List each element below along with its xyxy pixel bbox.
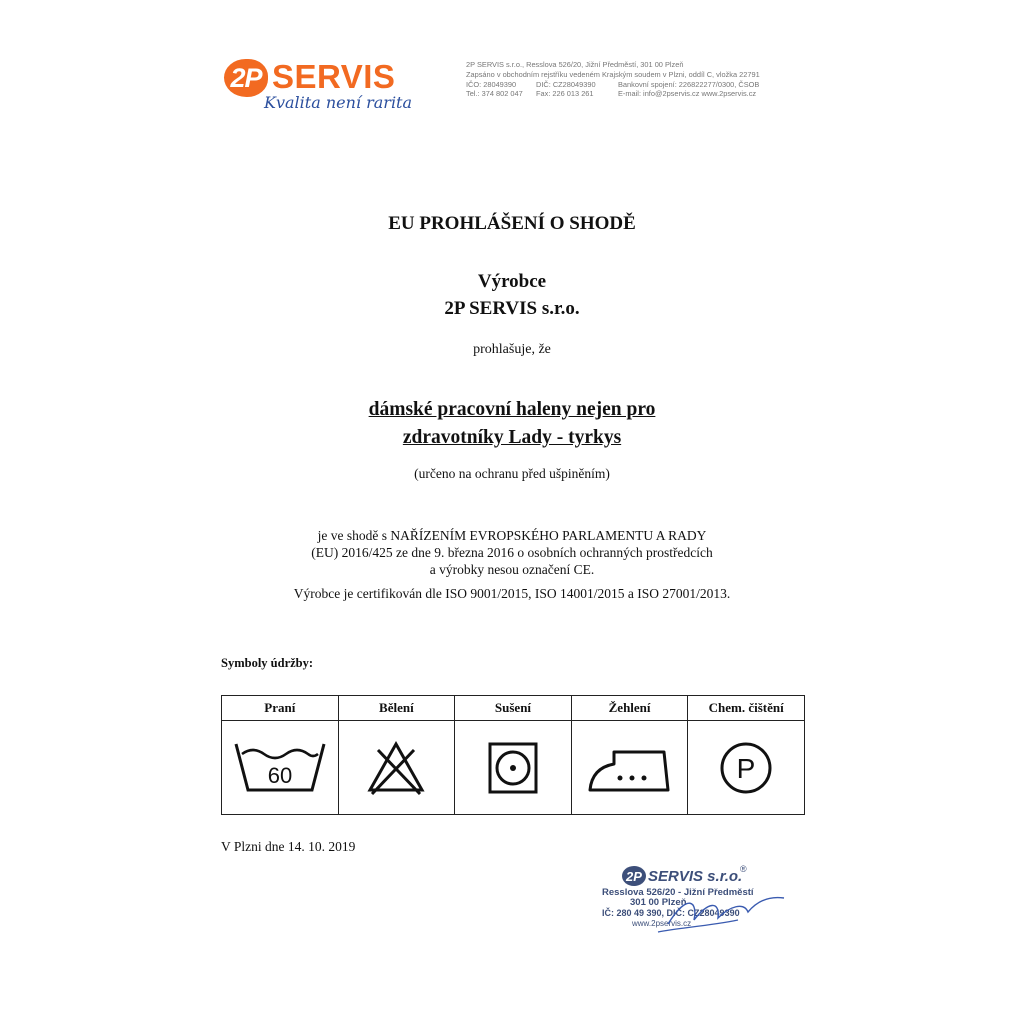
stamp-registered-mark: ® [740,864,747,874]
maker-name: 2P SERVIS s.r.o. [444,298,580,319]
iron-three-dots-icon [584,738,676,798]
maker-label: Výrobce [477,271,547,292]
header-washing: Praní [222,696,339,721]
company-stamp-signature [598,862,788,942]
product-name-line-2: zdravotníky Lady - tyrkys [402,427,622,448]
header-line-2: Zapsáno v obchodním rejstříku vedeném Krajským soudem v Plzni, oddíl C, vložka 22791 [466,69,760,79]
stamp-address-1: Resslova 526/20 - Jižní Předměstí [602,887,754,898]
dry-clean-cell [688,721,805,815]
wash-60-icon [232,738,328,798]
header-dry-cleaning: Chem. čištění [688,696,805,721]
header-fax: Fax: 226 013 261 [536,89,594,99]
product-purpose: (určeno na ochranu před ušpiněním) [414,466,610,481]
company-header-info [466,60,806,99]
declares-text: prohlašuje, že [473,342,551,357]
product-name-line-1: dámské pracovní haleny nejen pro [368,399,656,420]
certification-text: Výrobce je certifikován dle ISO 9001/2015, ISO 14001/2015 a ISO 27001/2013. [293,586,731,601]
iron-cell [571,721,688,815]
dry-clean-p-icon [716,738,776,798]
logo-badge: 2P [224,59,268,97]
no-bleach-cell [338,721,455,815]
place-and-date: V Plzni dne 14. 10. 2019 [221,839,356,854]
tumble-dry-cell [455,721,572,815]
care-symbols-table [221,695,805,815]
wash-60-cell [222,721,339,815]
header-email-web: E-mail: info@2pservis.cz www.2pservis.cz [618,89,757,99]
dry-clean-letter: P [736,752,756,784]
stamp-logo-mark [622,866,646,886]
header-ironing: Žehlení [571,696,688,721]
header-ico: IČO: 28049390 [466,79,517,89]
header-drying: Sušení [455,696,572,721]
stamp-ids: IČ: 280 49 390, DIČ: CZ28049390 [602,908,740,918]
document-title: EU PROHLÁŠENÍ O SHODĚ [388,213,636,234]
wash-temperature: 60 [267,762,293,788]
no-bleach-icon [364,738,428,798]
regulation-line-2: (EU) 2016/425 ze dne 9. března 2016 o osobních ochranných prostředcích [311,545,713,560]
header-line-1: 2P SERVIS s.r.o., Resslova 526/20, Jižní Předměstí, 301 00 Plzeň [466,60,684,69]
regulation-line-1: je ve shodě s NAŘÍZENÍM EVROPSKÉHO PARLAMENTU A RADY [317,528,707,543]
regulation-line-3: a výrobky nesou označení CE. [429,562,595,577]
company-logo [224,56,444,116]
tumble-dry-icon [485,738,541,798]
stamp-address-2: 301 00 Plzeň [630,897,687,908]
logo-tagline: Kvalita není rarita [264,93,413,112]
header-bleaching: Bělení [338,696,455,721]
header-tel: Tel.: 374 802 047 [466,89,523,99]
stamp-badge: 2P [626,869,642,884]
header-dic: DIČ: CZ28049390 [536,79,596,89]
stamp-web: www.2pservis.cz [632,919,692,928]
care-symbols-heading: Symboly údržby: [221,656,314,670]
logo-name: SERVIS [272,58,396,95]
header-bank: Bankovní spojení: 226822277/0300, ČSOB [618,79,760,89]
stamp-company-name: SERVIS s.r.o. [648,868,743,885]
